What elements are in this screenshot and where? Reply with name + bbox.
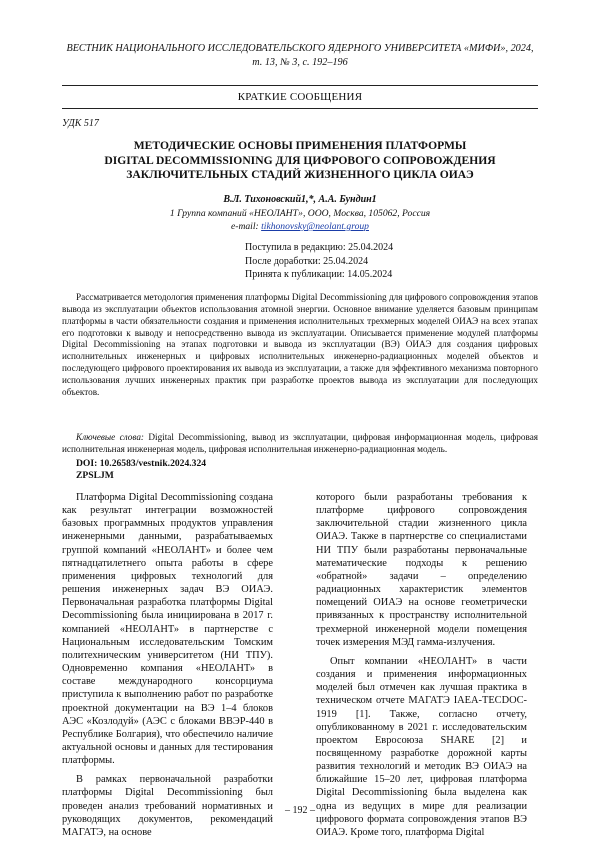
accepted-date: Принята к публикации: 14.05.2024: [245, 269, 393, 280]
title-line-1: МЕТОДИЧЕСКИЕ ОСНОВЫ ПРИМЕНЕНИЯ ПЛАТФОРМЫ: [133, 139, 467, 152]
abstract: Рассматривается методология применения платформы Digital Decommissioning для цифрового сопровождения этапов вывода из эксплуатации объектов использования атомной энергии. Основное внимание уделяется базовым принципам платформы в части обязательности создания и применения исполнительных трехмерных моделей ОИАЭ на всех этапах его подготовки к выводу и непосредственно вывода из эксплуатации. Описывается применение модулей платформы Digital Decommissioning на этапах подготовки и вывода из эксплуатации (ВЭ) ОИАЭ для создания цифровых исполнительных инженерных и цифровых исполнительных инженерно-радиационных моделей объектов и последующего цифрового проектирования их вывода из эксплуатации, а также для эффективного механизма повторного использования лучших инженерных практик при разработке проектов вывода из эксплуатации для последующих объектов.: [62, 292, 538, 397]
journal-line-1: ВЕСТНИК НАЦИОНАЛЬНОГО ИССЛЕДОВАТЕЛЬСКОГО ЯДЕРНОГО УНИВЕРСИТЕТА «МИФИ», 2024,: [66, 43, 534, 54]
header-rule-top: [62, 85, 538, 86]
doi[interactable]: DOI: 10.26583/vestnik.2024.324: [76, 458, 207, 469]
email-label: e-mail:: [231, 221, 259, 232]
body-column-right: [316, 491, 527, 845]
section-heading: КРАТКИЕ СООБЩЕНИЯ: [237, 91, 363, 103]
keywords-block: [62, 432, 538, 456]
journal-citation: [62, 42, 538, 70]
title-line-3: ЗАКЛЮЧИТЕЛЬНЫХ СТАДИЙ ЖИЗНЕННОГО ЦИКЛА ОИАЭ: [126, 168, 474, 181]
paragraph: Опыт компании «НЕОЛАНТ» в части создания и применения информационных моделей был отмечен как лучшая практика в техническом отчете МАГАТЭ IAEA-TECDOC-1919 [1]. Также, согласно отчету, опубликованному в 2021 г. исследовательским проектом Евросоюза SHARE [2] и посвященному разработке дорожной карты развития технологий и методик ВЭ ОИАЭ на ближайшие 15–20 лет, цифровая платформа Digital Decommissioning была выделена как одна из ведущих в мире для реализации цифрового формата сопровождения этапов ВЭ ОИАЭ. Кроме того, платформа Digital: [316, 655, 527, 838]
title-line-2: DIGITAL DECOMMISSIONING ДЛЯ ЦИФРОВОГО СОПРОВОЖДЕНИЯ: [104, 153, 496, 167]
affiliation: 1 Группа компаний «НЕОЛАНТ», ООО, Москва, 105062, Россия: [169, 208, 431, 219]
udk-code: УДК 517: [62, 118, 99, 129]
paragraph: которого были разработаны требования к платформе цифрового сопровождения заключительной стадии жизненного цикла ОИАЭ. Также в партнерстве со специалистами НИ ТПУ были разработаны первоначальные математические подходы к решению «обратной» задачи – определению радиационных характеристик элементов помещений ОИАЭ на основе геометрически привязанных к пространству исполнительной трехмерной инженерной модели помещения точек измерения МЭД гамма-излучения.: [316, 492, 527, 648]
page-number: – 192 –: [285, 805, 315, 816]
email-line: [62, 221, 538, 232]
keywords-label: Ключевые слова:: [76, 432, 144, 442]
header-rule-bottom: [62, 108, 538, 109]
journal-line-2: т. 13, № 3, с. 192–196: [252, 57, 348, 68]
revised-date: После доработки: 25.04.2024: [245, 255, 369, 267]
article-dates: [245, 241, 393, 282]
paragraph: В рамках первоначальной разработки платформы Digital Decommissioning был проведен анализ требований нормативных и руководящих документов, рекомендаций МАГАТЭ, на основе: [62, 774, 273, 838]
identifiers: [76, 458, 206, 482]
received-date: Поступила в редакцию: 25.04.2024: [245, 242, 394, 253]
email-link[interactable]: tikhonovsky@neolant.group: [261, 221, 369, 232]
edn-code: ZPSLJM: [76, 470, 114, 481]
keywords-text: Digital Decommissioning, вывод из эксплуатации, цифровая информационная модель, цифровая исполнительная инженерная модель, цифровая исполнительная инженерно-радиационная модель.: [62, 432, 539, 454]
authors: В.Л. Тихоновский1,*, А.А. Бундин1: [223, 194, 377, 205]
article-title: [62, 139, 538, 183]
paragraph: Платформа Digital Decommissioning создана как результат интеграции возможностей базовых программных продуктов управления инженерными данными, разрабатываемых группой компаний «НЕОЛАНТ» и более чем пятнадцатилетнего опыта работы в сфере применения цифровых технологий для решения инженерных задач ВЭ ОИАЭ. Первоначальная разработка платформы Digital Decommissioning была инициирована в 2017 г. компанией «НЕОЛАНТ» в партнерстве с Национальным исследовательским Томским политехническим университетом (НИ ТПУ). Одновременно компания «НЕОЛАНТ» в составе международного консорциума приступила к выполнению работ по разработке проектной документации на ВЭ 1–4 блоков АЭС «Козлодуй» (АЭС с блоками ВВЭР-440 в Республике Болгария), что обеспечило наличие актуальной основы и данных для тестирования платформы.: [62, 492, 273, 767]
body-column-left: [62, 491, 273, 845]
